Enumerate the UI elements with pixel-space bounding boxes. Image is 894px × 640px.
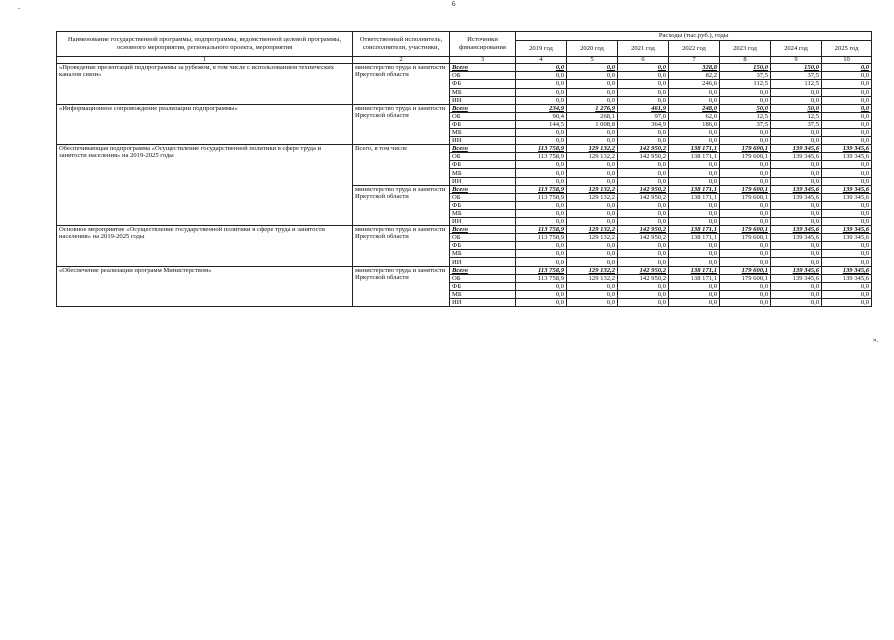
row-value: 0,0 — [618, 128, 669, 136]
row-value: 0,0 — [567, 242, 618, 250]
row-value: 142 950,2 — [618, 274, 669, 282]
row-value: 139 345,6 — [771, 274, 822, 282]
row-value: 0,0 — [618, 96, 669, 104]
row-responsible: министерство труда и занятости Иркутской области — [353, 226, 450, 266]
row-value: 113 758,9 — [516, 266, 567, 274]
row-value: 139 345,6 — [822, 274, 872, 282]
row-value: 0,0 — [720, 88, 771, 96]
row-value: 0,0 — [822, 128, 872, 136]
row-value: 0,0 — [567, 209, 618, 217]
row-value: 112,5 — [771, 80, 822, 88]
row-source: МБ — [450, 250, 516, 258]
row-value: 0,0 — [618, 282, 669, 290]
row-value: 179 600,1 — [720, 266, 771, 274]
row-value: 0,0 — [567, 250, 618, 258]
row-value: 0,0 — [720, 169, 771, 177]
row-value: 0,0 — [618, 137, 669, 145]
row-value: 0,0 — [567, 72, 618, 80]
row-responsible: министерство труда и занятости Иркутской области — [353, 64, 450, 104]
row-source: ИИ — [450, 137, 516, 145]
row-value: 0,0 — [567, 137, 618, 145]
column-number: 4 — [516, 57, 567, 64]
row-value: 0,0 — [618, 80, 669, 88]
row-value: 139 345,6 — [822, 234, 872, 242]
column-number: 10 — [822, 57, 872, 64]
row-value: 0,0 — [516, 177, 567, 185]
column-number: 2 — [353, 57, 450, 64]
table-row — [57, 145, 872, 153]
row-value: 139 345,6 — [771, 153, 822, 161]
row-source: ФБ — [450, 161, 516, 169]
row-value: 234,9 — [516, 104, 567, 112]
row-value: 179 600,1 — [720, 193, 771, 201]
row-source: Всего — [450, 185, 516, 193]
row-value: 139 345,6 — [771, 145, 822, 153]
row-value: 0,0 — [669, 96, 720, 104]
header-year: 2022 год — [669, 41, 720, 57]
row-value: 0,0 — [669, 258, 720, 266]
row-name: «Обеспечение реализации программ Министерством» — [57, 266, 353, 306]
row-value: 0,0 — [567, 298, 618, 306]
row-value: 129 132,2 — [567, 266, 618, 274]
row-value: 0,0 — [669, 137, 720, 145]
row-value: 0,0 — [618, 218, 669, 226]
row-value: 179 600,1 — [720, 145, 771, 153]
expenses-table — [56, 31, 872, 307]
row-value: 0,0 — [669, 169, 720, 177]
row-value: 139 345,6 — [822, 153, 872, 161]
row-value: 113 758,9 — [516, 145, 567, 153]
row-source: ФБ — [450, 120, 516, 128]
column-number: 7 — [669, 57, 720, 64]
row-value: 50,0 — [720, 104, 771, 112]
row-value: 139 345,6 — [771, 266, 822, 274]
row-source: ФБ — [450, 201, 516, 209]
row-value: 0,0 — [771, 298, 822, 306]
row-value: 0,0 — [516, 201, 567, 209]
header-year: 2023 год — [720, 41, 771, 57]
table-row — [57, 64, 872, 72]
row-value: 0,0 — [618, 161, 669, 169]
row-value: 0,0 — [822, 88, 872, 96]
row-value: 0,0 — [720, 258, 771, 266]
row-value: 1 008,8 — [567, 120, 618, 128]
row-value: 0,0 — [567, 88, 618, 96]
row-value: 0,0 — [516, 258, 567, 266]
header-year: 2020 год — [567, 41, 618, 57]
row-value: 62,0 — [669, 112, 720, 120]
column-number: 3 — [450, 57, 516, 64]
row-source: ФБ — [450, 242, 516, 250]
column-number: 5 — [567, 57, 618, 64]
column-number: 6 — [618, 57, 669, 64]
row-value: 0,0 — [771, 242, 822, 250]
row-value: 0,0 — [771, 88, 822, 96]
row-value: 268,1 — [567, 112, 618, 120]
end-quote-mark: ». — [873, 336, 879, 344]
row-value: 0,0 — [567, 258, 618, 266]
row-value: 0,0 — [771, 177, 822, 185]
row-source: ИИ — [450, 298, 516, 306]
row-value: 179 600,1 — [720, 226, 771, 234]
row-value: 82,2 — [669, 72, 720, 80]
row-value: 0,0 — [822, 298, 872, 306]
row-value: 0,0 — [720, 282, 771, 290]
row-value: 0,0 — [822, 112, 872, 120]
row-value: 186,0 — [669, 120, 720, 128]
header-expenses: Расходы (тыс.руб.), годы — [516, 32, 872, 41]
row-value: 138 171,1 — [669, 153, 720, 161]
row-source: ОБ — [450, 153, 516, 161]
row-value: 113 758,9 — [516, 274, 567, 282]
row-value: 0,0 — [567, 218, 618, 226]
row-value: 0,0 — [669, 161, 720, 169]
header-name: Наименование государственной программы, подпрограммы, ведомственной целевой программы, основного мероприятия, регионального проекта, мероприятия — [57, 32, 353, 57]
row-value: 0,0 — [567, 64, 618, 72]
row-value: 179 600,1 — [720, 153, 771, 161]
row-value: 0,0 — [669, 128, 720, 136]
row-value: 0,0 — [720, 161, 771, 169]
row-value: 0,0 — [822, 80, 872, 88]
row-value: 0,0 — [669, 290, 720, 298]
row-source: ОБ — [450, 193, 516, 201]
row-value: 0,0 — [618, 88, 669, 96]
row-value: 0,0 — [516, 96, 567, 104]
row-value: 0,0 — [771, 282, 822, 290]
row-value: 0,0 — [822, 201, 872, 209]
table-row — [57, 266, 872, 274]
row-name: «Информационное сопровождение реализации подпрограммы» — [57, 104, 353, 144]
row-value: 138 171,1 — [669, 185, 720, 193]
row-value: 0,0 — [618, 209, 669, 217]
row-value: 129 132,2 — [567, 234, 618, 242]
row-value: 50,0 — [771, 104, 822, 112]
header-source: Источники финансирования — [450, 32, 516, 57]
row-value: 37,5 — [720, 120, 771, 128]
row-value: 0,0 — [669, 177, 720, 185]
row-value: 0,0 — [822, 64, 872, 72]
row-source: ИИ — [450, 177, 516, 185]
row-source: ОБ — [450, 72, 516, 80]
row-value: 0,0 — [516, 88, 567, 96]
header-year: 2021 год — [618, 41, 669, 57]
row-source: ИИ — [450, 96, 516, 104]
row-value: 0,0 — [618, 169, 669, 177]
row-value: 142 950,2 — [618, 193, 669, 201]
row-value: 90,4 — [516, 112, 567, 120]
header-year: 2024 год — [771, 41, 822, 57]
row-value: 179 600,1 — [720, 234, 771, 242]
row-value: 138 171,1 — [669, 234, 720, 242]
row-value: 0,0 — [720, 177, 771, 185]
page-number: 6 — [452, 0, 456, 8]
row-value: 0,0 — [516, 250, 567, 258]
row-value: 138 171,1 — [669, 226, 720, 234]
row-value: 0,0 — [822, 209, 872, 217]
row-value: 0,0 — [516, 128, 567, 136]
row-value: 0,0 — [771, 169, 822, 177]
row-value: 139 345,6 — [822, 193, 872, 201]
row-value: 113 758,9 — [516, 226, 567, 234]
row-value: 328,8 — [669, 64, 720, 72]
row-source: Всего — [450, 266, 516, 274]
row-source: ОБ — [450, 274, 516, 282]
row-value: 0,0 — [771, 96, 822, 104]
row-value: 0,0 — [720, 242, 771, 250]
header-responsible: Ответственный исполнитель, соисполнители, участники, — [353, 32, 450, 57]
row-value: 0,0 — [618, 250, 669, 258]
row-value: 0,0 — [669, 298, 720, 306]
page-corner-mark: - — [18, 4, 21, 12]
row-value: 0,0 — [669, 242, 720, 250]
row-value: 129 132,2 — [567, 153, 618, 161]
row-value: 0,0 — [516, 218, 567, 226]
row-value: 0,0 — [822, 290, 872, 298]
row-source: ФБ — [450, 80, 516, 88]
row-value: 0,0 — [720, 96, 771, 104]
row-value: 364,9 — [618, 120, 669, 128]
row-value: 0,0 — [720, 137, 771, 145]
row-value: 0,0 — [720, 290, 771, 298]
row-value: 139 345,6 — [822, 185, 872, 193]
row-source: ИИ — [450, 258, 516, 266]
row-name: Обеспечивающая подпрограмма «Осуществление государственной политики в сфере труда и занятости населения» на 2019-2025 годы — [57, 145, 353, 226]
row-value: 0,0 — [720, 209, 771, 217]
row-value: 461,9 — [618, 104, 669, 112]
row-value: 142 950,2 — [618, 226, 669, 234]
row-value: 113 758,9 — [516, 234, 567, 242]
row-value: 0,0 — [516, 242, 567, 250]
row-value: 0,0 — [618, 258, 669, 266]
table-row — [57, 104, 872, 112]
row-value: 0,0 — [669, 88, 720, 96]
header-row — [57, 32, 872, 41]
row-value: 113 758,9 — [516, 185, 567, 193]
row-value: 0,0 — [822, 120, 872, 128]
row-value: 0,0 — [516, 290, 567, 298]
row-value: 0,0 — [771, 128, 822, 136]
row-value: 0,0 — [822, 104, 872, 112]
row-value: 0,0 — [618, 290, 669, 298]
row-value: 37,5 — [771, 72, 822, 80]
row-value: 0,0 — [618, 201, 669, 209]
row-value: 97,0 — [618, 112, 669, 120]
row-value: 0,0 — [720, 250, 771, 258]
row-source: МБ — [450, 169, 516, 177]
row-value: 0,0 — [720, 298, 771, 306]
row-value: 0,0 — [669, 282, 720, 290]
row-value: 138 171,1 — [669, 266, 720, 274]
row-value: 0,0 — [567, 290, 618, 298]
row-value: 150,0 — [720, 64, 771, 72]
row-value: 0,0 — [618, 64, 669, 72]
row-value: 0,0 — [771, 209, 822, 217]
column-number: 1 — [57, 57, 353, 64]
row-value: 0,0 — [822, 137, 872, 145]
row-value: 0,0 — [822, 258, 872, 266]
row-value: 139 345,6 — [822, 226, 872, 234]
row-source: ОБ — [450, 112, 516, 120]
row-source: ИИ — [450, 218, 516, 226]
row-value: 0,0 — [771, 137, 822, 145]
row-value: 129 132,2 — [567, 185, 618, 193]
row-value: 0,0 — [618, 242, 669, 250]
row-value: 0,0 — [567, 80, 618, 88]
row-value: 0,0 — [771, 250, 822, 258]
row-name: «Проведение презентаций подпрограммы за рубежом, в том числе с использованием технических каналов связи» — [57, 64, 353, 104]
row-value: 0,0 — [822, 250, 872, 258]
row-value: 0,0 — [567, 177, 618, 185]
row-value: 139 345,6 — [771, 226, 822, 234]
row-value: 0,0 — [516, 161, 567, 169]
row-value: 0,0 — [567, 282, 618, 290]
row-value: 0,0 — [720, 128, 771, 136]
row-value: 0,0 — [516, 282, 567, 290]
header-year: 2025 год — [822, 41, 872, 57]
row-value: 246,6 — [669, 80, 720, 88]
row-value: 142 950,2 — [618, 185, 669, 193]
row-value: 0,0 — [669, 209, 720, 217]
row-value: 0,0 — [822, 161, 872, 169]
row-value: 0,0 — [771, 161, 822, 169]
row-value: 248,0 — [669, 104, 720, 112]
row-source: ОБ — [450, 234, 516, 242]
row-source: МБ — [450, 128, 516, 136]
row-value: 139 345,6 — [771, 185, 822, 193]
row-value: 0,0 — [516, 137, 567, 145]
row-value: 179 600,1 — [720, 185, 771, 193]
row-value: 139 345,6 — [771, 193, 822, 201]
row-value: 12,5 — [720, 112, 771, 120]
row-value: 0,0 — [516, 64, 567, 72]
row-source: МБ — [450, 88, 516, 96]
row-value: 0,0 — [618, 177, 669, 185]
row-value: 0,0 — [516, 209, 567, 217]
row-value: 1 276,9 — [567, 104, 618, 112]
table-row — [57, 226, 872, 234]
row-value: 129 132,2 — [567, 193, 618, 201]
row-value: 113 758,9 — [516, 193, 567, 201]
row-responsible: министерство труда и занятости Иркутской области — [353, 104, 450, 144]
row-value: 138 171,1 — [669, 274, 720, 282]
row-value: 113 758,9 — [516, 153, 567, 161]
row-value: 0,0 — [669, 250, 720, 258]
row-value: 129 132,2 — [567, 145, 618, 153]
row-value: 12,5 — [771, 112, 822, 120]
row-value: 0,0 — [822, 242, 872, 250]
row-value: 0,0 — [567, 161, 618, 169]
row-value: 179 600,1 — [720, 274, 771, 282]
row-value: 0,0 — [822, 96, 872, 104]
row-value: 0,0 — [516, 298, 567, 306]
row-value: 37,5 — [720, 72, 771, 80]
row-value: 0,0 — [567, 169, 618, 177]
row-value: 0,0 — [618, 72, 669, 80]
row-value: 0,0 — [618, 298, 669, 306]
row-value: 0,0 — [771, 201, 822, 209]
row-value: 112,5 — [720, 80, 771, 88]
row-value: 0,0 — [720, 201, 771, 209]
row-value: 0,0 — [771, 290, 822, 298]
row-responsible: министерство труда и занятости Иркутской области — [353, 266, 450, 306]
row-value: 0,0 — [669, 201, 720, 209]
row-value: 142 950,2 — [618, 234, 669, 242]
row-source: МБ — [450, 209, 516, 217]
row-value: 142 950,2 — [618, 145, 669, 153]
row-value: 0,0 — [516, 72, 567, 80]
row-value: 0,0 — [822, 72, 872, 80]
row-value: 139 345,6 — [771, 234, 822, 242]
row-value: 0,0 — [516, 169, 567, 177]
row-value: 37,5 — [771, 120, 822, 128]
row-value: 138 171,1 — [669, 145, 720, 153]
row-value: 0,0 — [822, 169, 872, 177]
row-value: 144,5 — [516, 120, 567, 128]
row-value: 0,0 — [567, 128, 618, 136]
row-responsible: министерство труда и занятости Иркутской области — [353, 185, 450, 225]
row-value: 129 132,2 — [567, 274, 618, 282]
header-year: 2019 год — [516, 41, 567, 57]
row-value: 139 345,6 — [822, 145, 872, 153]
row-value: 138 171,1 — [669, 193, 720, 201]
row-source: Всего — [450, 64, 516, 72]
row-source: Всего — [450, 104, 516, 112]
row-value: 0,0 — [567, 96, 618, 104]
row-name: Основное мероприятие «Осуществление государственной политики в сфере труда и занятости населения» на 2019-2025 годы — [57, 226, 353, 266]
column-number: 8 — [720, 57, 771, 64]
row-value: 0,0 — [822, 282, 872, 290]
row-value: 142 950,2 — [618, 153, 669, 161]
row-value: 0,0 — [771, 218, 822, 226]
row-source: Всего — [450, 145, 516, 153]
row-value: 0,0 — [771, 258, 822, 266]
row-value: 142 950,2 — [618, 266, 669, 274]
row-source: ФБ — [450, 282, 516, 290]
row-source: МБ — [450, 290, 516, 298]
row-value: 0,0 — [669, 218, 720, 226]
row-value: 0,0 — [822, 218, 872, 226]
row-source: Всего — [450, 226, 516, 234]
row-value: 0,0 — [516, 80, 567, 88]
row-value: 139 345,6 — [822, 266, 872, 274]
row-value: 0,0 — [720, 218, 771, 226]
column-numbers-row — [57, 57, 872, 64]
column-number: 9 — [771, 57, 822, 64]
row-value: 0,0 — [567, 201, 618, 209]
row-value: 150,0 — [771, 64, 822, 72]
row-value: 129 132,2 — [567, 226, 618, 234]
row-responsible: Всего, в том числе — [353, 145, 450, 185]
row-value: 0,0 — [822, 177, 872, 185]
